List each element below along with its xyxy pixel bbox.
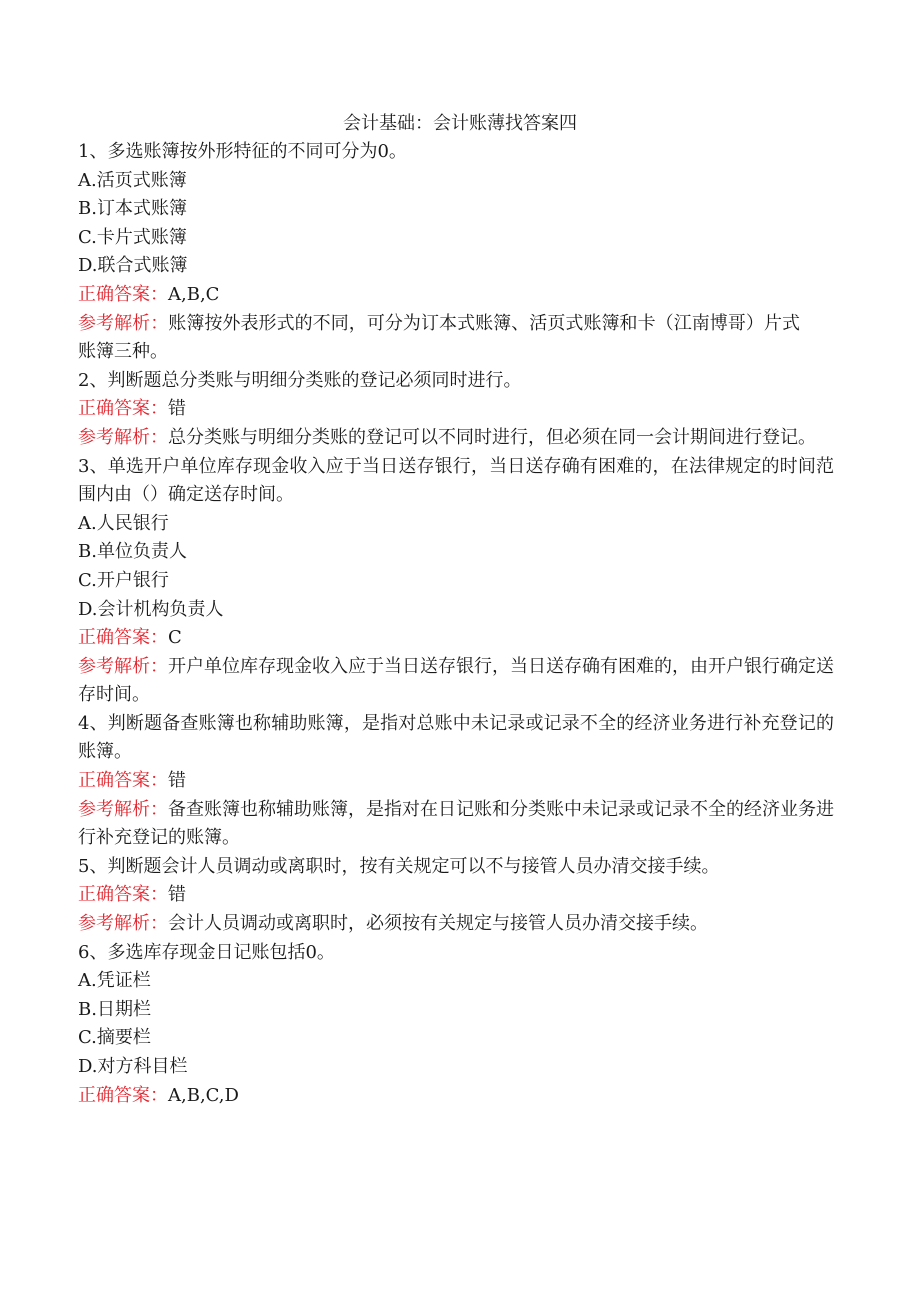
answer-label: 正确答案： (78, 884, 168, 906)
option-a: A.凭证栏 (78, 970, 151, 992)
answer-value: C (168, 627, 182, 649)
option-b: B.订本式账簿 (78, 198, 187, 220)
option-a: A.人民银行 (78, 512, 169, 534)
option-a: A.活页式账簿 (78, 169, 187, 191)
option-d: D.联合式账簿 (78, 255, 188, 277)
answer-row (78, 767, 834, 796)
option-d: D.会计机构负责人 (78, 598, 224, 620)
question-3 (78, 453, 834, 710)
answer-value: A,B,C,D (168, 1084, 239, 1106)
document-page (78, 110, 834, 1110)
question-stem: 5、判断题会计人员调动或离职时，按有关规定可以不与接管人员办清交接手续。 (78, 855, 720, 877)
option-c: C.摘要栏 (78, 1027, 151, 1049)
question-stem: 4、判断题备查账簿也称辅助账簿，是指对总账中未记录或记录不全的经济业务进行补充登记的账簿。 (78, 712, 834, 763)
analysis-text: 开户单位库存现金收入应于当日送存银行，当日送存确有困难的，由开户银行确定送存时间。 (78, 655, 834, 706)
answer-label: 正确答案： (78, 283, 168, 305)
answer-label: 正确答案： (78, 770, 168, 792)
answer-row (78, 281, 834, 310)
analysis-row (78, 424, 834, 453)
analysis-label: 参考解析： (78, 655, 168, 677)
analysis-text: 总分类账与明细分类账的登记可以不同时进行，但必须在同一会计期间进行登记。 (168, 426, 816, 448)
answer-value: 错 (168, 770, 186, 792)
analysis-label: 参考解析： (78, 426, 168, 448)
question-4 (78, 710, 834, 853)
answer-label: 正确答案： (78, 398, 168, 420)
answer-value: 错 (168, 398, 186, 420)
question-5 (78, 853, 834, 939)
question-stem: 2、判断题总分类账与明细分类账的登记必须同时进行。 (78, 369, 522, 391)
analysis-row (78, 910, 750, 939)
analysis-row (78, 796, 834, 853)
answer-row (78, 395, 834, 424)
analysis-text: 账簿按外表形式的不同，可分为订本式账簿、活页式账簿和卡（江南博哥）片式账簿三种。 (78, 312, 801, 363)
analysis-label: 参考解析： (78, 913, 168, 935)
answer-label: 正确答案： (78, 627, 168, 649)
answer-label: 正确答案： (78, 1084, 168, 1106)
option-b: B.日期栏 (78, 998, 151, 1020)
analysis-label: 参考解析： (78, 798, 168, 820)
document-title: 会计基础：会计账薄找答案四 (343, 113, 577, 134)
option-d: D.对方科目栏 (78, 1056, 188, 1077)
analysis-label: 参考解析： (78, 312, 169, 334)
answer-row (78, 624, 834, 653)
question-1 (78, 138, 834, 367)
answer-row (78, 881, 834, 910)
option-c: C.卡片式账簿 (78, 226, 187, 248)
answer-value: 错 (168, 884, 186, 906)
answer-value: A,B,C (168, 283, 220, 305)
option-b: B.单位负责人 (78, 541, 187, 563)
question-2 (78, 367, 834, 453)
answer-row (78, 1082, 834, 1111)
analysis-text: 备查账簿也称辅助账簿，是指对在日记账和分类账中未记录或记录不全的经济业务进行补充登记的账簿。 (78, 798, 834, 849)
analysis-row (78, 653, 834, 710)
analysis-row (78, 310, 800, 367)
question-stem: 1、多选账簿按外形特征的不同可分为0。 (78, 141, 407, 162)
option-c: C.开户银行 (78, 569, 169, 591)
question-stem: 3、单选开户单位库存现金收入应于当日送存银行，当日送存确有困难的，在法律规定的时间范围内由（）确定送存时间。 (78, 455, 834, 506)
analysis-text: 会计人员调动或离职时，必须按有关规定与接管人员办清交接手续。 (168, 913, 708, 935)
question-6 (78, 939, 834, 1111)
question-stem: 6、多选库存现金日记账包括0。 (78, 941, 335, 963)
